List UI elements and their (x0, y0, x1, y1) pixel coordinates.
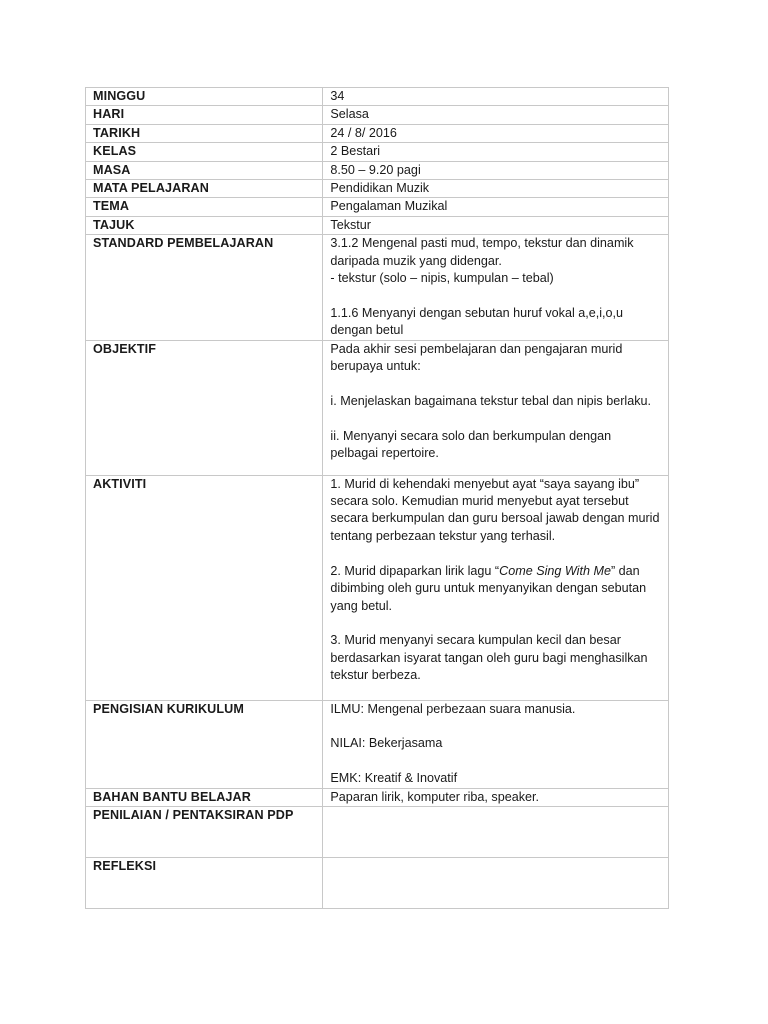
value-masa: 8.50 – 9.20 pagi (323, 161, 669, 179)
paragraph-spacer (330, 718, 662, 735)
row-tema (86, 198, 669, 216)
label-minggu: MINGGU (86, 88, 323, 106)
value-standard-pembelajaran (323, 235, 669, 340)
pengisian-ilmu: ILMU: Mengenal perbezaan suara manusia. (330, 701, 576, 716)
label-objektif: OBJEKTIF (86, 340, 323, 475)
label-refleksi: REFLEKSI (86, 858, 323, 909)
objektif-item-2: ii. Menyanyi secara solo dan berkumpulan dengan pelbagai repertoire. (330, 428, 612, 461)
label-tajuk: TAJUK (86, 216, 323, 234)
aktiviti-step-1: 1. Murid di kehendaki menyebut ayat “saya sayang ibu” secara solo. Kemudian murid menyebut ayat tersebut secara berkumpulan dan guru bersoal jawab dengan murid tentang perbezaan tekstur yang terhasil. (330, 476, 660, 543)
row-penilaian (86, 807, 669, 858)
objektif-item-1: i. Menjelaskan bagaimana tekstur tebal dan nipis berlaku. (330, 393, 652, 408)
label-kelas: KELAS (86, 143, 323, 161)
row-hari (86, 106, 669, 124)
value-penilaian (323, 807, 669, 858)
row-mata-pelajaran (86, 180, 669, 198)
row-bahan-bantu-belajar (86, 788, 669, 806)
row-refleksi (86, 858, 669, 909)
paragraph-spacer (330, 287, 662, 304)
paragraph-spacer (330, 753, 662, 770)
label-penilaian: PENILAIAN / PENTAKSIRAN PDP (86, 807, 323, 858)
value-aktiviti (323, 475, 669, 700)
standard-subitem-tekstur: - tekstur (solo – nipis, kumpulan – tebal) (330, 271, 554, 286)
row-tarikh (86, 124, 669, 142)
standard-item-1: 3.1.2 Mengenal pasti mud, tempo, tekstur dan dinamik daripada muzik yang didengar. (330, 236, 634, 268)
aktiviti-step-2-text-end: ” dan dibimbing oleh guru untuk menyanyikan dengan sebutan yang betul. (330, 563, 647, 613)
paragraph-spacer (330, 410, 662, 427)
label-masa: MASA (86, 161, 323, 179)
aktiviti-step-2-text-start: 2. Murid dipaparkan lirik lagu “ (330, 563, 500, 578)
aktiviti-step-3: 3. Murid menyanyi secara kumpulan kecil dan besar berdasarkan isyarat tangan oleh guru bagi menghasilkan tekstur berbeza. (330, 633, 648, 683)
paragraph-spacer (330, 545, 662, 562)
value-minggu: 34 (323, 88, 669, 106)
row-objektif (86, 340, 669, 475)
label-pengisian-kurikulum: PENGISIAN KURIKULUM (86, 700, 323, 788)
lesson-plan-page (85, 87, 669, 909)
row-masa (86, 161, 669, 179)
value-tajuk: Tekstur (323, 216, 669, 234)
label-tema: TEMA (86, 198, 323, 216)
pengisian-emk: EMK: Kreatif & Inovatif (330, 771, 458, 786)
value-tarikh: 24 / 8/ 2016 (323, 124, 669, 142)
standard-item-2: 1.1.6 Menyanyi dengan sebutan huruf vokal a,e,i,o,u dengan betul (330, 305, 624, 338)
value-objektif (323, 340, 669, 475)
value-kelas: 2 Bestari (323, 143, 669, 161)
label-tarikh: TARIKH (86, 124, 323, 142)
label-standard-pembelajaran: STANDARD PEMBELAJARAN (86, 235, 323, 340)
value-tema: Pengalaman Muzikal (323, 198, 669, 216)
paragraph-spacer (330, 375, 662, 392)
label-aktiviti: AKTIVITI (86, 475, 323, 700)
label-bahan-bantu-belajar: BAHAN BANTU BELAJAR (86, 788, 323, 806)
label-hari: HARI (86, 106, 323, 124)
row-minggu (86, 88, 669, 106)
objektif-intro: Pada akhir sesi pembelajaran dan pengajaran murid berupaya untuk: (330, 341, 623, 374)
paragraph-spacer (330, 615, 662, 632)
row-kelas (86, 143, 669, 161)
value-pengisian-kurikulum (323, 700, 669, 788)
row-aktiviti (86, 475, 669, 700)
value-hari: Selasa (323, 106, 669, 124)
pengisian-nilai: NILAI: Bekerjasama (330, 736, 443, 751)
value-bahan-bantu-belajar: Paparan lirik, komputer riba, speaker. (323, 788, 669, 806)
value-refleksi (323, 858, 669, 909)
row-standard-pembelajaran (86, 235, 669, 340)
value-mata-pelajaran: Pendidikan Muzik (323, 180, 669, 198)
row-pengisian-kurikulum (86, 700, 669, 788)
song-title: Come Sing With Me (499, 563, 611, 578)
label-mata-pelajaran: MATA PELAJARAN (86, 180, 323, 198)
aktiviti-step-2 (330, 563, 662, 615)
row-tajuk (86, 216, 669, 234)
lesson-plan-table (85, 87, 669, 909)
